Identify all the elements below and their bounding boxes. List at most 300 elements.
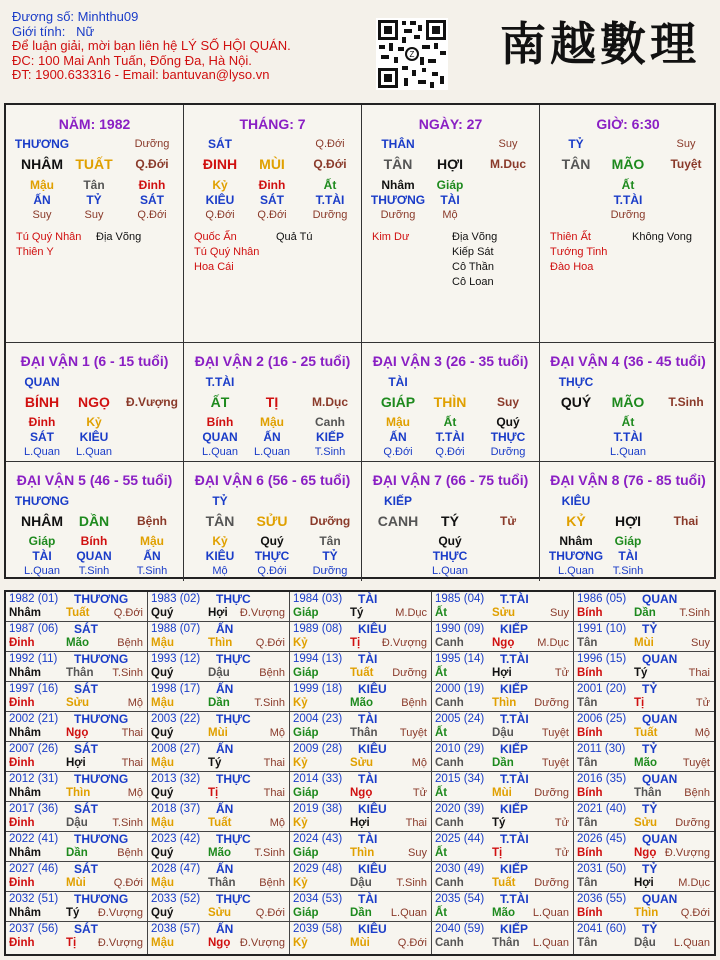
year-stem: Ất <box>435 907 448 919</box>
year-branch: Thân <box>208 877 236 889</box>
year-ten-god: TỶ <box>642 742 658 756</box>
year-life-stage: Đ.Vượng <box>97 937 143 949</box>
year-label: 2019 (38) <box>293 803 343 815</box>
inauspicious-star: Cô Thần <box>452 261 494 273</box>
luck-pillar-cell <box>540 343 716 462</box>
earthly-branch: MÃO <box>611 156 645 172</box>
year-ten-god: KIẾP <box>500 742 529 756</box>
year-stem: Nhâm <box>9 847 41 859</box>
hidden-ten-god: THỰC <box>490 430 526 444</box>
year-stem: Giáp <box>293 727 319 739</box>
pillar-cell <box>540 105 716 343</box>
year-stem: Giáp <box>293 847 319 859</box>
year-life-stage: Đ.Vượng <box>381 637 427 649</box>
annual-luck-cell <box>290 832 432 862</box>
year-stem: Mậu <box>151 697 174 709</box>
annual-luck-cell <box>148 712 290 742</box>
year-label: 2025 (44) <box>435 833 485 845</box>
year-life-stage: Tử <box>554 847 569 859</box>
hidden-stem: Kỷ <box>86 415 102 429</box>
year-branch: Hợi <box>350 817 370 829</box>
year-stem: Canh <box>435 937 464 949</box>
year-label: 2034 (53) <box>293 893 343 905</box>
year-life-stage: Thai <box>263 757 285 769</box>
year-label: 2000 (19) <box>435 683 485 695</box>
year-life-stage: Tử <box>412 787 427 799</box>
year-label: 2021 (40) <box>577 803 627 815</box>
year-life-stage: Bệnh <box>117 637 143 649</box>
year-ten-god: QUAN <box>642 712 678 726</box>
year-label: 1984 (03) <box>293 593 343 605</box>
inauspicious-star: Không Vong <box>632 231 692 243</box>
year-ten-god: TỶ <box>642 622 658 636</box>
year-label: 2038 (57) <box>151 923 201 935</box>
year-life-stage: Mộ <box>269 727 285 739</box>
auspicious-star: Hoa Cái <box>194 261 234 273</box>
year-life-stage: Đ.Vượng <box>239 937 285 949</box>
pillar-title: NGÀY: 27 <box>418 116 483 132</box>
year-stem: Ất <box>435 847 448 859</box>
hidden-ten-god: ẤN <box>143 549 161 563</box>
year-ten-god: QUAN <box>642 832 678 846</box>
heavenly-stem: QUÝ <box>560 394 592 410</box>
hidden-life-stage: Q.Đới <box>383 446 413 458</box>
life-stage-label: Tử <box>499 514 517 528</box>
annual-luck-cell <box>432 802 574 832</box>
year-stem: Mậu <box>151 637 174 649</box>
hidden-ten-god: ẤN <box>263 430 281 444</box>
hidden-ten-god: THỰC <box>432 549 468 563</box>
hidden-life-stage: L.Quan <box>75 446 113 458</box>
hidden-ten-god: TÀI <box>618 549 638 563</box>
annual-luck-cell <box>6 922 148 954</box>
hidden-stem: Tân <box>319 534 341 548</box>
hidden-ten-god: TÀI <box>440 193 460 207</box>
year-life-stage: Mộ <box>269 817 285 829</box>
hidden-life-stage: Dưỡng <box>312 209 348 221</box>
year-label: 2030 (49) <box>435 863 485 875</box>
hidden-ten-god: SÁT <box>140 193 164 207</box>
annual-luck-cell <box>432 862 574 892</box>
year-branch: Dần <box>350 907 372 919</box>
annual-luck-cell <box>432 772 574 802</box>
year-stem: Ất <box>435 727 448 739</box>
annual-luck-cell <box>148 772 290 802</box>
year-label: 2015 (34) <box>435 773 485 785</box>
year-ten-god: TÀI <box>358 892 378 906</box>
owner-line <box>12 10 291 25</box>
annual-luck-cell <box>6 742 148 772</box>
life-stage-label: M.Dục <box>490 157 526 171</box>
year-ten-god: THỰC <box>216 712 251 726</box>
annual-luck-cell <box>148 832 290 862</box>
year-life-stage: Q.Đới <box>255 907 285 919</box>
year-ten-god: THƯƠNG <box>74 772 129 786</box>
hidden-ten-god: ẤN <box>33 193 51 207</box>
heavenly-stem: TÂN <box>561 156 591 172</box>
annual-luck-cell <box>574 592 714 622</box>
year-label: 1987 (06) <box>9 623 59 635</box>
year-label: 1997 (16) <box>9 683 59 695</box>
year-label: 2003 (22) <box>151 713 201 725</box>
year-branch: Tý <box>208 757 222 769</box>
year-life-stage: Suy <box>408 847 427 859</box>
year-stem: Quý <box>151 907 174 919</box>
year-branch: Thân <box>492 937 520 949</box>
year-ten-god: KIÊU <box>358 922 387 936</box>
year-stem: Giáp <box>293 907 319 919</box>
year-life-stage: Tuyệt <box>541 757 569 769</box>
year-branch: Mão <box>208 847 231 859</box>
year-life-stage: Thai <box>688 667 710 679</box>
pillar-title: NĂM: 1982 <box>58 116 131 132</box>
year-label: 1990 (09) <box>435 623 485 635</box>
year-label: 2014 (33) <box>293 773 343 785</box>
luck-pillar-cell <box>6 462 184 581</box>
year-ten-god: KIÊU <box>358 682 387 696</box>
chart-header <box>12 10 291 83</box>
inauspicious-star: Quả Tú <box>276 231 313 243</box>
year-ten-god: ẤN <box>216 922 234 936</box>
annual-luck-cell <box>6 832 148 862</box>
year-ten-god: TÀI <box>358 772 378 786</box>
year-stem: Quý <box>151 607 174 619</box>
year-branch: Sửu <box>492 607 516 619</box>
heavenly-stem: ĐINH <box>202 156 238 172</box>
year-ten-god: QUAN <box>642 652 678 666</box>
hidden-ten-god: TỶ <box>86 193 102 207</box>
year-ten-god: THỰC <box>216 772 251 786</box>
hidden-ten-god: T.TÀI <box>315 193 345 207</box>
year-ten-god: KIẾP <box>500 922 529 936</box>
hidden-life-stage: Dưỡng <box>610 209 646 221</box>
year-life-stage: Đ.Vượng <box>664 847 710 859</box>
hidden-stem: Ất <box>621 415 635 429</box>
year-ten-god: THỰC <box>216 652 251 666</box>
auspicious-star: Thiên Y <box>16 246 54 258</box>
year-stem: Quý <box>151 787 174 799</box>
year-ten-god: TỶ <box>642 682 658 696</box>
year-life-stage: Thai <box>405 817 427 829</box>
year-branch: Mùi <box>492 787 512 799</box>
year-life-stage: Đ.Vượng <box>239 607 285 619</box>
year-ten-god: T.TÀI <box>500 652 529 666</box>
year-branch: Ngọ <box>492 637 515 649</box>
year-life-stage: Dưỡng <box>675 817 710 829</box>
hidden-stem: Ất <box>443 415 457 429</box>
annual-luck-cell <box>290 622 432 652</box>
year-stem: Mậu <box>151 937 174 949</box>
year-label: 1989 (08) <box>293 623 343 635</box>
year-stem: Ất <box>435 667 448 679</box>
year-label: 2007 (26) <box>9 743 59 755</box>
year-stem: Tân <box>577 697 598 709</box>
address-line: ĐC: 100 Mai Anh Tuấn, Đống Đa, Hà Nội. <box>12 52 252 68</box>
luck-pillar-title: ĐẠI VẬN 3 (26 - 35 tuổi) <box>372 353 529 369</box>
earthly-branch: HỢI <box>615 513 641 529</box>
auspicious-star: Tướng Tinh <box>550 246 608 258</box>
year-life-stage: L.Quan <box>532 937 569 949</box>
hidden-stem: Nhâm <box>381 178 415 192</box>
year-life-stage: Tuyệt <box>682 757 710 769</box>
annual-luck-cell <box>574 652 714 682</box>
year-label: 2033 (52) <box>151 893 201 905</box>
year-label: 2027 (46) <box>9 863 59 875</box>
annual-luck-cell <box>574 922 714 954</box>
annual-luck-cell <box>432 622 574 652</box>
year-ten-god: ẤN <box>216 862 234 876</box>
year-life-stage: Mộ <box>411 757 427 769</box>
ten-god-label: THƯƠNG <box>14 494 70 508</box>
ten-god-label: THƯƠNG <box>14 137 70 151</box>
earthly-branch: TUẤT <box>75 156 113 172</box>
year-branch: Mùi <box>66 877 86 889</box>
life-stage-label: Q.Đới <box>135 157 169 171</box>
annual-luck-cell <box>6 892 148 922</box>
annual-luck-cell <box>148 862 290 892</box>
year-label: 1999 (18) <box>293 683 343 695</box>
year-branch: Dậu <box>492 727 514 739</box>
year-label: 2020 (39) <box>435 803 485 815</box>
hidden-stem: Nhâm <box>559 534 593 548</box>
year-branch: Ngọ <box>66 727 89 739</box>
year-ten-god: KIÊU <box>358 802 387 816</box>
year-branch: Sửu <box>350 757 374 769</box>
hidden-ten-god: THƯƠNG <box>370 193 426 207</box>
annual-luck-cell <box>574 682 714 712</box>
hidden-life-stage: Dưỡng <box>312 565 348 577</box>
year-label: 2016 (35) <box>577 773 627 785</box>
year-label: 2041 (60) <box>577 923 627 935</box>
year-stem: Nhâm <box>9 607 41 619</box>
year-label: 1991 (10) <box>577 623 627 635</box>
four-pillars-grid <box>4 103 716 579</box>
annual-luck-cell <box>290 592 432 622</box>
year-stem: Quý <box>151 847 174 859</box>
life-stage-label: Bệnh <box>137 514 167 528</box>
year-ten-god: TỶ <box>642 862 658 876</box>
hidden-life-stage: Q.Đới <box>205 209 235 221</box>
year-life-stage: T.Sinh <box>112 667 143 679</box>
year-life-stage: Tuyệt <box>399 727 427 739</box>
year-ten-god: SÁT <box>74 922 98 936</box>
year-ten-god: QUAN <box>642 772 678 786</box>
hidden-stem: Đinh <box>258 178 286 192</box>
year-ten-god: THƯƠNG <box>74 592 129 606</box>
year-label: 2005 (24) <box>435 713 485 725</box>
life-stage-label: Thai <box>673 514 699 528</box>
heavenly-stem: TÂN <box>205 513 235 529</box>
year-branch: Mùi <box>634 637 654 649</box>
hidden-stem: Mậu <box>260 415 284 429</box>
year-stem: Canh <box>435 637 464 649</box>
luck-pillar-title: ĐẠI VẬN 5 (46 - 55 tuổi) <box>16 472 173 488</box>
life-stage-label: Đ.Vượng <box>126 395 178 409</box>
annual-luck-cell <box>6 592 148 622</box>
earthly-branch: DẦN <box>78 513 110 529</box>
year-label: 2001 (20) <box>577 683 627 695</box>
year-stem: Canh <box>435 757 464 769</box>
year-life-stage: Suy <box>691 637 710 649</box>
year-ten-god: T.TÀI <box>500 892 529 906</box>
year-stem: Nhâm <box>9 907 41 919</box>
earthly-branch: TÝ <box>441 513 459 529</box>
auspicious-star: Quốc Ấn <box>194 231 237 243</box>
earthly-branch: HỢI <box>437 156 463 172</box>
year-life-stage: T.Sinh <box>254 697 285 709</box>
year-life-stage: T.Sinh <box>112 817 143 829</box>
year-stem: Đinh <box>9 697 35 709</box>
annual-luck-table <box>4 590 716 956</box>
luck-pillar-cell <box>6 343 184 462</box>
year-branch: Sửu <box>66 697 90 709</box>
year-label: 2011 (30) <box>577 743 626 755</box>
life-stage-label: Suy <box>676 138 696 150</box>
auspicious-star: Tú Quý Nhân <box>194 246 260 258</box>
annual-luck-cell <box>6 772 148 802</box>
annual-luck-cell <box>290 712 432 742</box>
year-life-stage: Q.Đới <box>113 607 143 619</box>
earthly-branch: MÙI <box>259 156 285 172</box>
year-label: 1993 (12) <box>151 653 201 665</box>
year-ten-god: SÁT <box>74 622 98 636</box>
ten-god-label: TÀI <box>388 375 408 389</box>
year-branch: Tị <box>66 937 77 949</box>
year-life-stage: M.Dục <box>678 877 710 889</box>
hidden-stem: Mậu <box>386 415 410 429</box>
year-ten-god: SÁT <box>74 742 98 756</box>
owner-label: Đương số: <box>12 9 75 24</box>
year-life-stage: Bệnh <box>259 877 285 889</box>
year-stem: Giáp <box>293 607 319 619</box>
annual-luck-cell <box>574 802 714 832</box>
luck-pillar-cell <box>184 343 362 462</box>
year-branch: Tị <box>208 787 219 799</box>
contact-line: Để luận giải, mời bạn liên hệ LÝ SỐ HỘI QUÁN. <box>12 38 291 53</box>
year-ten-god: SÁT <box>74 802 98 816</box>
year-branch: Tý <box>492 817 506 829</box>
year-branch: Thìn <box>208 637 233 649</box>
inauspicious-star: Địa Võng <box>452 231 498 243</box>
year-stem: Bính <box>577 907 603 919</box>
year-stem: Giáp <box>293 667 319 679</box>
heavenly-stem: ẤT <box>210 394 230 410</box>
year-ten-god: ẤN <box>216 682 234 696</box>
hidden-life-stage: Q.Đới <box>257 565 287 577</box>
year-label: 2012 (31) <box>9 773 59 785</box>
hidden-stem: Quý <box>438 534 462 548</box>
year-branch: Thân <box>350 727 378 739</box>
year-branch: Dần <box>492 757 514 769</box>
year-label: 1983 (02) <box>151 593 201 605</box>
year-life-stage: Q.Đới <box>255 637 285 649</box>
year-life-stage: T.Sinh <box>254 847 285 859</box>
ten-god-label: TỶ <box>568 137 584 151</box>
year-branch: Ngọ <box>350 787 373 799</box>
ten-god-label: THÂN <box>381 137 415 151</box>
year-ten-god: KIẾP <box>500 682 529 696</box>
auspicious-star: Đào Hoa <box>550 261 594 273</box>
year-life-stage: Dưỡng <box>392 667 427 679</box>
hidden-ten-god: TỶ <box>322 549 338 563</box>
year-life-stage: Tuyệt <box>541 727 569 739</box>
earthly-branch: MÃO <box>611 394 645 410</box>
year-stem: Đinh <box>9 937 35 949</box>
phone-email-line: ĐT: 1900.633316 - Email: bantuvan@lyso.vn <box>12 67 270 82</box>
year-label: 2040 (59) <box>435 923 485 935</box>
life-stage-label: Q.Đới <box>313 157 347 171</box>
hidden-stem: Tân <box>83 178 105 192</box>
year-stem: Mậu <box>151 817 174 829</box>
year-ten-god: SÁT <box>74 862 98 876</box>
annual-luck-cell <box>574 712 714 742</box>
annual-luck-cell <box>6 622 148 652</box>
year-stem: Ất <box>435 607 448 619</box>
year-ten-god: KIẾP <box>500 802 529 816</box>
annual-luck-cell <box>432 712 574 742</box>
hidden-life-stage: T.Sinh <box>314 446 346 458</box>
annual-luck-cell <box>148 652 290 682</box>
earthly-branch: SỬU <box>256 513 288 529</box>
hidden-ten-god: QUAN <box>202 430 238 444</box>
year-ten-god: ẤN <box>216 622 234 636</box>
year-branch: Tuất <box>350 667 374 679</box>
hidden-life-stage: Q.Đới <box>137 209 167 221</box>
year-ten-god: THƯƠNG <box>74 892 129 906</box>
year-branch: Dậu <box>634 937 656 949</box>
year-branch: Hợi <box>492 667 512 679</box>
gender-value: Nữ <box>76 23 95 39</box>
annual-luck-cell <box>148 892 290 922</box>
life-stage-label: M.Dục <box>312 395 348 409</box>
year-branch: Mùi <box>208 727 228 739</box>
year-label: 1992 (11) <box>9 653 58 665</box>
year-label: 2002 (21) <box>9 713 59 725</box>
hidden-ten-god: THƯƠNG <box>548 549 604 563</box>
year-ten-god: SÁT <box>74 682 98 696</box>
annual-luck-cell <box>432 892 574 922</box>
brand-logo: 南越數理 <box>500 17 700 71</box>
hidden-life-stage: L.Quan <box>23 565 61 577</box>
year-stem: Giáp <box>293 787 319 799</box>
ten-god-label: KIÊU <box>561 494 591 508</box>
year-ten-god: TÀI <box>358 712 378 726</box>
year-branch: Dậu <box>66 817 88 829</box>
ten-god-label: THỰC <box>558 375 594 389</box>
year-life-stage: Mộ <box>127 787 143 799</box>
year-label: 2022 (41) <box>9 833 59 845</box>
year-branch: Sửu <box>208 907 232 919</box>
luck-pillar-cell <box>184 462 362 581</box>
year-stem: Canh <box>435 817 464 829</box>
year-ten-god: ẤN <box>216 742 234 756</box>
life-stage-label: T.Sinh <box>668 395 704 409</box>
annual-luck-cell <box>432 922 574 954</box>
ten-god-label: KIẾP <box>383 494 412 508</box>
year-label: 1994 (13) <box>293 653 343 665</box>
year-branch: Hợi <box>634 877 654 889</box>
luck-pillar-cell <box>540 462 716 581</box>
year-branch: Mão <box>66 637 89 649</box>
year-life-stage: Dưỡng <box>534 697 569 709</box>
hidden-life-stage: L.Quan <box>253 446 291 458</box>
ten-god-label: T.TÀI <box>205 375 235 389</box>
year-branch: Tị <box>350 637 361 649</box>
year-label: 2026 (45) <box>577 833 627 845</box>
ten-god-label: SÁT <box>208 137 232 151</box>
year-life-stage: L.Quan <box>390 907 427 919</box>
hidden-stem: Đinh <box>28 415 56 429</box>
